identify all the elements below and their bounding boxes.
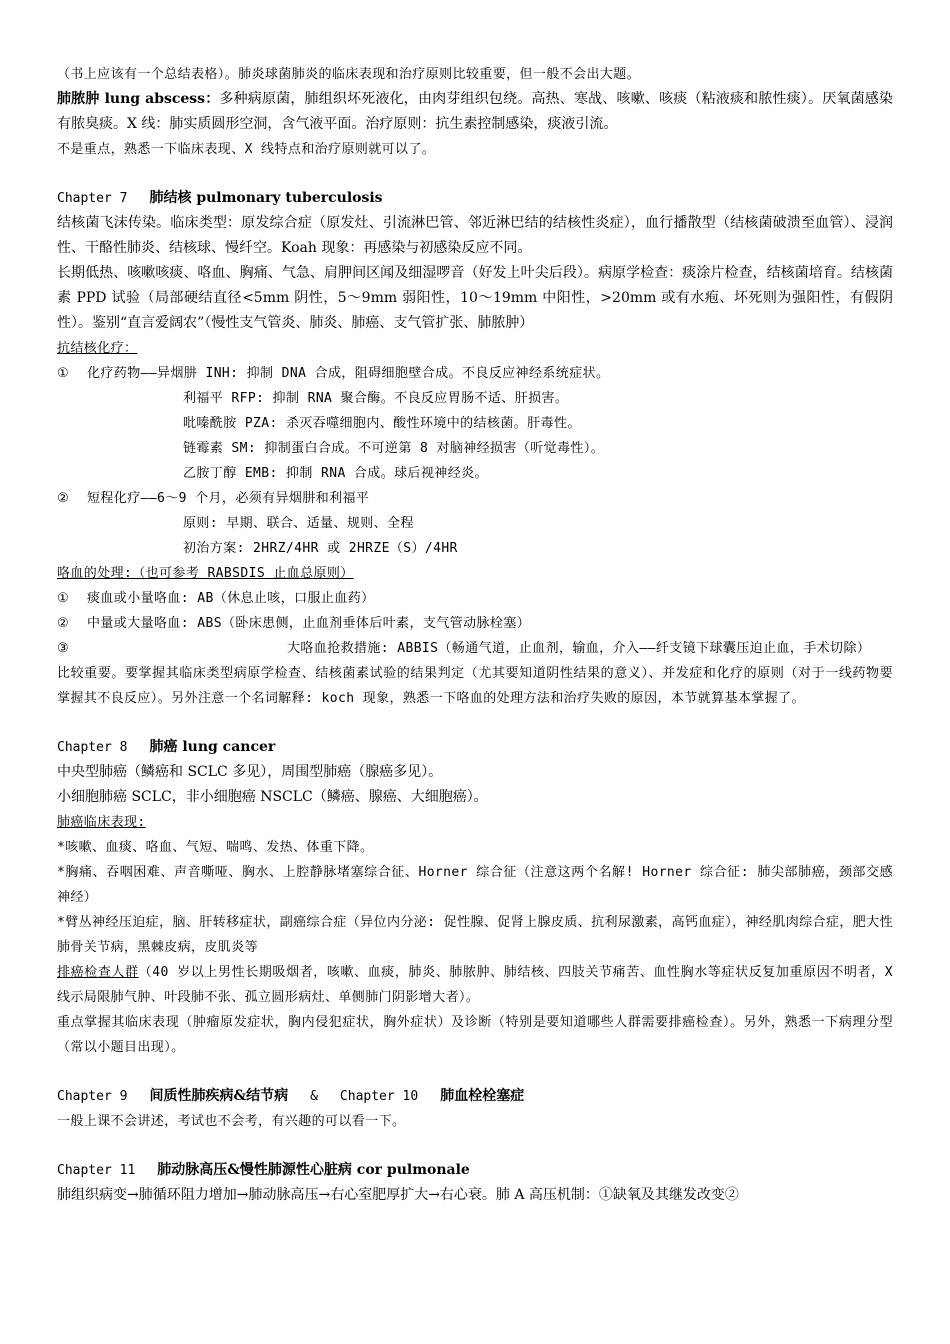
item-number: ①	[57, 591, 70, 606]
symptom-line-2: *胸痛、吞咽困难、声音嘶哑、胸水、上腔静脉堵塞综合征、Horner 综合征（注意这两个名解! Horner 综合征: 肺尖部肺癌，颈部交感神经）	[57, 865, 893, 905]
symptom-line-1: *咳嗽、血痰、咯血、气短、喘鸣、发热、体重下降。	[57, 840, 374, 855]
chapter-number: Chapter 10	[339, 1089, 419, 1104]
ampersand: &	[310, 1089, 318, 1104]
chapter-9-note: 一般上课不会讲述，考试也不会考，有兴趣的可以看一下。	[57, 1114, 406, 1129]
chemo-item-2	[57, 486, 893, 511]
tb-summary: 比较重要。要掌握其临床类型病原学检查、结核菌素试验的结果判定（尤其要知道阴性结果的意义）、并发症和化疗的原则（对于一线药物要掌握其不良反应）。另外注意一个名词解释: koch 现象，熟悉一下咯血的处理方法和治疗失败的原因，本节就算基本掌握了。	[57, 666, 893, 706]
document-page	[57, 62, 893, 1208]
chapter-number: Chapter 11	[57, 1163, 136, 1178]
chemo-regimen: 初治方案: 2HRZ/4HR 或 2HRZE（S）/4HR	[183, 541, 458, 556]
tb-paragraph-2: 长期低热、咳嗽咳痰、咯血、胸痛、气急、肩胛间区闻及细湿啰音（好发上叶尖后段）。病原学检查：痰涂片检查，结核菌培育。结核菌素 PPD 试验（局部硬结直径<5mm 阴性，5～9mm 弱阳性，10～19mm 中阳性，>20mm 或有水疱、坏死则为强阳性，有假阴性）。鉴别“直言爱阔农”（慢性支气管炎、肺炎、肺癌、支气管扩张、肺脓肿）	[57, 265, 893, 331]
drug-rfp: 利福平 RFP: 抑制 RNA 聚合酶。不良反应胃肠不适、肝损害。	[183, 391, 569, 406]
chapter-number: Chapter 8	[57, 740, 128, 755]
screening-paragraph	[57, 960, 893, 1010]
item-number: ③	[57, 641, 70, 656]
tb-paragraph-1: 结核菌飞沫传染。临床类型：原发综合症（原发灶、引流淋巴管、邻近淋巴结的结核性炎症），血行播散型（结核菌破溃至血管）、浸润性、干酪性肺炎、结核球、慢纤空。Koah 现象：再感染与初感染反应不同。	[57, 215, 893, 256]
chapter-title: 间质性肺疾病&结节病	[149, 1088, 289, 1104]
hemoptysis-heading: 咯血的处理:（也可参考 RABSDIS 止血总原则）	[57, 566, 354, 581]
item-number: ②	[57, 616, 70, 631]
chapter-7-heading	[57, 186, 893, 211]
drug-pza: 吡嗪酰胺 PZA: 杀灭吞噬细胞内、酸性环境中的结核菌。肝毒性。	[183, 416, 581, 431]
chapter-8-heading	[57, 735, 893, 760]
screening-heading: 排癌检查人群	[57, 965, 139, 980]
chapter-9-10-heading	[57, 1084, 893, 1109]
item-number: ②	[57, 491, 70, 506]
chapter-11-heading	[57, 1158, 893, 1183]
chapter-title: 肺癌 lung cancer	[149, 739, 276, 755]
drug-sm: 链霉素 SM: 抑制蛋白合成。不可逆第 8 对脑神经损害（听觉毒性）。	[183, 441, 605, 456]
symptom-line-3: *臂丛神经压迫症，脑、肝转移症状，副癌综合症（异位内分泌: 促性腺、促肾上腺皮质、抗利尿激素，高钙血症），神经肌肉综合症，肥大性肺骨关节病，黑棘皮病，皮肌炎等	[57, 915, 893, 955]
chapter-number: Chapter 9	[57, 1089, 128, 1104]
drug-emb: 乙胺丁醇 EMB: 抑制 RNA 合成。球后视神经炎。	[183, 466, 488, 481]
lung-abscess-note: 不是重点，熟悉一下临床表现、X 线特点和治疗原则就可以了。	[57, 142, 436, 157]
cancer-paragraph-1: 中央型肺癌（鳞癌和 SCLC 多见），周围型肺癌（腺癌多见）。	[57, 764, 443, 780]
hemoptysis-item-2	[57, 611, 893, 636]
chemo-heading: 抗结核化疗：	[57, 341, 138, 356]
hemoptysis-item-1	[57, 586, 893, 611]
hemoptysis-item-3	[57, 636, 893, 661]
cancer-summary: 重点掌握其临床表现（肿瘤原发症状，胸内侵犯症状，胸外症状）及诊断（特别是要知道哪些人群需要排癌检查）。另外，熟悉一下病理分型（常以小题目出现）。	[57, 1015, 893, 1055]
lung-abscess-term: 肺脓肿 lung abscess：	[57, 91, 220, 107]
chapter-title: 肺血栓栓塞症	[440, 1088, 525, 1104]
screening-body: （40 岁以上男性长期吸烟者，咳嗽、血痰，肺炎、肺脓肿、肺结核、四肢关节痛苦、血性胸水等症状反复加重原因不明者，X 线示局限肺气肿、叶段肺不张、孤立圆形病灶、单侧肺门阴影增大者）。	[57, 965, 893, 1005]
item-text: 短程化疗——6～9 个月，必须有异烟肼和利福平	[87, 491, 370, 506]
item-text: 化疗药物——异烟肼 INH: 抑制 DNA 合成，阻碍细胞壁合成。不良反应神经系统症状。	[87, 366, 610, 381]
lung-abscess-paragraph	[57, 87, 893, 137]
cancer-paragraph-2: 小细胞肺癌 SCLC，非小细胞癌 NSCLC（鳞癌、腺癌、大细胞癌）。	[57, 789, 488, 805]
item-number: ①	[57, 366, 70, 381]
item-text: 大咯血抢救措施: ABBIS（畅通气道，止血剂，输血，介入——纤支镜下球囊压迫止血，手术切除）	[287, 641, 871, 656]
intro-line: （书上应该有一个总结表格）。肺炎球菌肺炎的临床表现和治疗原则比较重要，但一般不会出大题。	[57, 67, 641, 82]
chapter-title: 肺动脉高压&慢性肺源性心脏病 cor pulmonale	[157, 1162, 470, 1178]
clinical-heading: 肺癌临床表现:	[57, 815, 146, 830]
chemo-item-1	[57, 361, 893, 386]
item-text: 痰血或小量咯血: AB（休息止咳，口服止血药）	[87, 591, 375, 606]
chapter-title: 肺结核 pulmonary tuberculosis	[149, 190, 383, 206]
item-text: 中量或大量咯血: ABS（卧床患侧，止血剂垂体后叶素，支气管动脉栓塞）	[87, 616, 531, 631]
chapter-number: Chapter 7	[57, 191, 128, 206]
cor-pulmonale-paragraph: 肺组织病变→肺循环阻力增加→肺动脉高压→右心室肥厚扩大→右心衰。肺 A 高压机制：①缺氧及其继发改变②	[57, 1187, 739, 1203]
chemo-principle: 原则: 早期、联合、适量、规则、全程	[183, 516, 414, 531]
lung-abscess-body: 多种病原菌，肺组织坏死液化，由肉芽组织包绕。高热、寒战、咳嗽、咳痰（粘液痰和脓性痰）。厌氧菌感染有脓臭痰。X 线：肺实质圆形空洞，含气液平面。治疗原则：抗生素控制感染，痰液引流。	[57, 91, 894, 132]
